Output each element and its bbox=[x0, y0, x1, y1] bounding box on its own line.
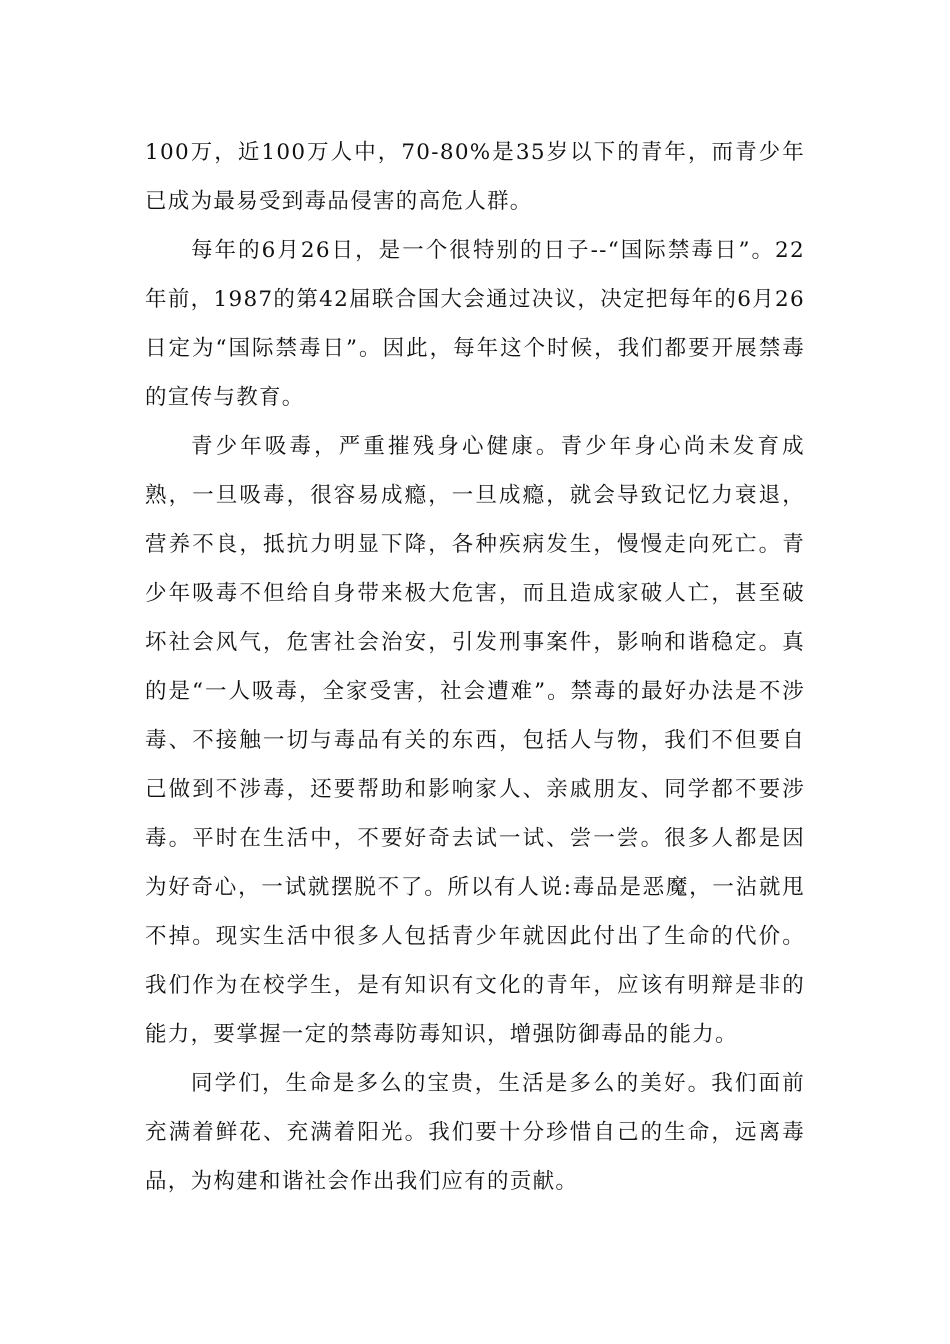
paragraph-2: 每年的6月26日，是一个很特别的日子--“国际禁毒日”。22年前，1987的第42届联合国大会通过决议，决定把每年的6月26日定为“国际禁毒日”。因此，每年这个时候，我们都要开展禁毒的宣传与教育。 bbox=[145, 238, 805, 410]
paragraph-1: 100万，近100万人中，70-80%是35岁以下的青年，而青少年已成为最易受到毒品侵害的高危人群。 bbox=[145, 140, 805, 214]
document-body bbox=[145, 128, 805, 1206]
paragraph-4: 同学们，生命是多么的宝贵，生活是多么的美好。我们面前充满着鲜花、充满着阳光。我们要十分珍惜自己的生命，远离毒品，为构建和谐社会作出我们应有的贡献。 bbox=[145, 1071, 805, 1194]
paragraph-3: 青少年吸毒，严重摧残身心健康。青少年身心尚未发育成熟，一旦吸毒，很容易成瘾，一旦成瘾，就会导致记忆力衰退，营养不良，抵抗力明显下降，各种疾病发生，慢慢走向死亡。青少年吸毒不但给自身带来极大危害，而且造成家破人亡，甚至破坏社会风气，危害社会治安，引发刑事案件，影响和谐稳定。真的是“一人吸毒，全家受害，社会遭难”。禁毒的最好办法是不涉毒、不接触一切与毒品有关的东西，包括人与物，我们不但要自己做到不涉毒，还要帮助和影响家人、亲戚朋友、同学都不要涉毒。平时在生活中，不要好奇去试一试、尝一尝。很多人都是因为好奇心，一试就摆脱不了。所以有人说:毒品是恶魔，一沾就甩不掉。现实生活中很多人包括青少年就因此付出了生命的代价。我们作为在校学生，是有知识有文化的青年，应该有明辩是非的能力，要掌握一定的禁毒防毒知识，增强防御毒品的能力。 bbox=[145, 434, 805, 1047]
